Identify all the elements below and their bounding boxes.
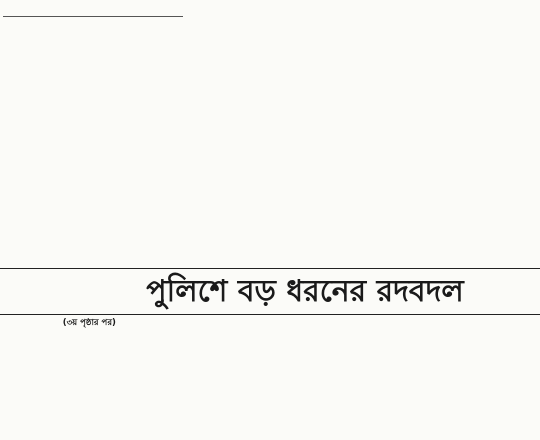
continuation-note: (৩য় পৃষ্ঠার পর) <box>62 318 116 328</box>
column-3 <box>364 318 537 440</box>
column-2 <box>184 318 357 440</box>
column-1 <box>3 318 176 440</box>
byline <box>3 14 183 17</box>
article-upper-block <box>3 30 308 138</box>
article-middle-paragraph <box>3 140 308 250</box>
section-rule-top <box>0 268 540 269</box>
continuation-columns <box>3 318 537 440</box>
cropped-top-heading <box>200 0 380 6</box>
main-headline: পুলিশে বড় ধরনের রদবদল <box>146 274 464 309</box>
section-rule-bottom <box>0 314 540 315</box>
